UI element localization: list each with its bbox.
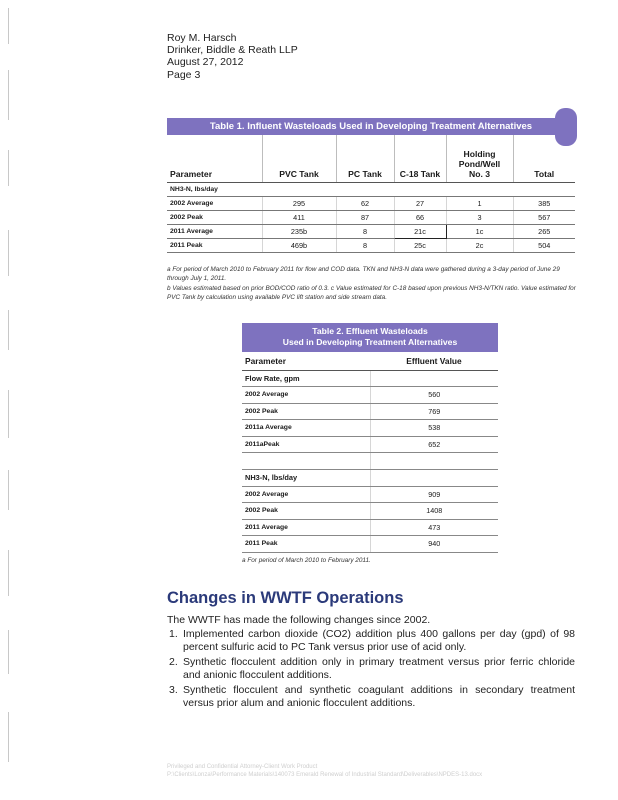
table-row xyxy=(167,238,575,252)
cell-pvc: 295 xyxy=(262,196,336,210)
table1-header-pc: PC Tank xyxy=(336,135,394,182)
table1-footnotes xyxy=(167,266,577,302)
recipient-name: Roy M. Harsch xyxy=(167,32,237,44)
cell-value: 473 xyxy=(370,519,498,536)
list-item xyxy=(167,628,575,653)
table-row xyxy=(242,503,498,520)
cell-c18: 27 xyxy=(394,196,446,210)
table2-group-row xyxy=(242,470,498,487)
table-row xyxy=(242,387,498,404)
table1-header-pvc: PVC Tank xyxy=(262,135,336,182)
cell-value: 1408 xyxy=(370,503,498,520)
margin-line xyxy=(8,630,9,674)
table2-group-row xyxy=(242,370,498,387)
cell-value: 538 xyxy=(370,420,498,437)
table1-header-holding xyxy=(446,135,513,182)
section-heading: Changes in WWTF Operations xyxy=(167,589,404,607)
table1-header-parameter: Parameter xyxy=(167,135,262,182)
changes-list xyxy=(167,628,575,713)
table-row xyxy=(242,436,498,453)
list-item-text: Implemented carbon dioxide (CO2) addition plus 400 gallons per day (gpd) of 98 percent sulfuric acid to PC Tank versus prior use of acid only. xyxy=(183,628,575,653)
table2-title-line-1: Table 2. Effluent Wasteloads xyxy=(312,326,428,336)
page-number: Page 3 xyxy=(167,68,201,81)
cell-pc: 8 xyxy=(336,238,394,252)
table1 xyxy=(167,135,575,253)
footer-line-2: P:\Clients\Lonza\Performance Materials\140073 Emerald Renewal of Industrial Standard\Deliverables\NPDES-13.docx xyxy=(167,772,483,778)
row-label: 2011 Average xyxy=(242,519,370,536)
table-row xyxy=(242,519,498,536)
row-label: 2011 Average xyxy=(167,224,262,238)
row-label: 2002 Average xyxy=(242,387,370,404)
cell-pc: 8 xyxy=(336,224,394,238)
cell-total: 265 xyxy=(513,224,575,238)
table-row xyxy=(167,224,575,238)
cell-pvc: 411 xyxy=(262,210,336,224)
recipient-firm: Drinker, Biddle & Reath LLP xyxy=(167,44,298,57)
cell-c18: 25c xyxy=(394,238,446,252)
list-item-number: 1. xyxy=(169,628,178,640)
page-footer xyxy=(167,763,482,779)
holding-line-3: No. 3 xyxy=(468,168,490,179)
margin-line xyxy=(8,470,9,510)
cell-value: 769 xyxy=(370,403,498,420)
table1-note-a: a For period of March 2010 to February 2011 for flow and COD data. TKN and NH3-N data were gathered during a 3-day period of June 29 through July 1, 2011. xyxy=(167,266,560,282)
table2-header-value: Effluent Value xyxy=(370,353,498,370)
margin-line xyxy=(8,8,9,44)
cell-holding: 2c xyxy=(446,238,513,252)
letter-date: August 27, 2012 xyxy=(167,56,244,69)
margin-line xyxy=(8,712,9,762)
cell-value: 940 xyxy=(370,536,498,553)
cell-c18: 21c xyxy=(394,224,446,238)
cell-holding: 1c xyxy=(446,224,513,238)
row-label: 2002 Peak xyxy=(242,503,370,520)
row-label: 2011aPeak xyxy=(242,436,370,453)
cell-pvc: 469b xyxy=(262,238,336,252)
table2-header-parameter: Parameter xyxy=(242,353,370,370)
cell-value: 560 xyxy=(370,387,498,404)
section-intro: The WWTF has made the following changes since 2002. xyxy=(167,614,431,626)
margin-line xyxy=(8,70,9,120)
row-label: 2011 Peak xyxy=(167,238,262,252)
cell-holding: 3 xyxy=(446,210,513,224)
holding-line-2: Pond/Well xyxy=(458,158,501,169)
cell-total: 385 xyxy=(513,196,575,210)
table-row xyxy=(167,210,575,224)
row-label: 2011a Average xyxy=(242,420,370,437)
row-label: 2002 Average xyxy=(242,486,370,503)
letterhead xyxy=(167,32,298,81)
table2-footnote: a For period of March 2010 to February 2011. xyxy=(242,557,371,564)
cell-pc: 62 xyxy=(336,196,394,210)
margin-line xyxy=(8,230,9,276)
list-item xyxy=(167,684,575,709)
table2-header-row xyxy=(242,353,498,370)
cell-value: 652 xyxy=(370,436,498,453)
table2-spacer-row xyxy=(242,453,498,470)
table1-header-total: Total xyxy=(513,135,575,182)
cell-holding: 1 xyxy=(446,196,513,210)
table1-header-row xyxy=(167,135,575,182)
cell-total: 504 xyxy=(513,238,575,252)
table1-group-row xyxy=(167,182,575,196)
cell-c18: 66 xyxy=(394,210,446,224)
row-label: 2002 Peak xyxy=(242,403,370,420)
list-item-text: Synthetic flocculent addition only in primary treatment versus prior ferric chloride and anionic flocculent additions. xyxy=(183,656,575,681)
table1-header-c18: C-18 Tank xyxy=(394,135,446,182)
table-row xyxy=(242,420,498,437)
row-label: 2002 Average xyxy=(167,196,262,210)
cell-pvc: 235b xyxy=(262,224,336,238)
table-row xyxy=(242,536,498,553)
margin-line xyxy=(8,390,9,438)
footer-line-1: Privileged and Confidential Attorney-Client Work Product xyxy=(167,764,318,770)
table-row xyxy=(242,403,498,420)
cell-value: 909 xyxy=(370,486,498,503)
cell-total: 567 xyxy=(513,210,575,224)
flow-group-label: Flow Rate, gpm xyxy=(242,370,370,387)
list-item-text: Synthetic flocculent and synthetic coagulant additions in secondary treatment versus prior alum and anionic flocculent additions. xyxy=(183,684,575,709)
list-item xyxy=(167,656,575,681)
table-row xyxy=(167,196,575,210)
table1-note-b: b Values estimated based on prior BOD/COD ratio of 0.3. c Value estimated for C-18 based upon previous NH3-N/TKN ratio. Value estimated for PVC Tank by calculation using available PVC lift station and side stream data. xyxy=(167,285,576,301)
table-row xyxy=(242,486,498,503)
row-label: 2002 Peak xyxy=(167,210,262,224)
row-label: 2011 Peak xyxy=(242,536,370,553)
nh3-group-label: NH3-N, lbs/day xyxy=(242,470,370,487)
table1-title: Table 1. Influent Wasteloads Used in Developing Treatment Alternatives xyxy=(167,118,575,135)
holding-line-1: Holding xyxy=(463,148,496,159)
list-item-number: 3. xyxy=(169,684,178,697)
table2 xyxy=(242,353,498,553)
margin-line xyxy=(8,150,9,186)
cell-pc: 87 xyxy=(336,210,394,224)
table2-title xyxy=(242,323,498,352)
margin-line xyxy=(8,310,9,350)
table2-title-line-2: Used in Developing Treatment Alternatives xyxy=(282,337,458,347)
margin-line xyxy=(8,550,9,596)
table1-group-label: NH3-N, lbs/day xyxy=(167,182,262,196)
list-item-number: 2. xyxy=(169,656,178,669)
